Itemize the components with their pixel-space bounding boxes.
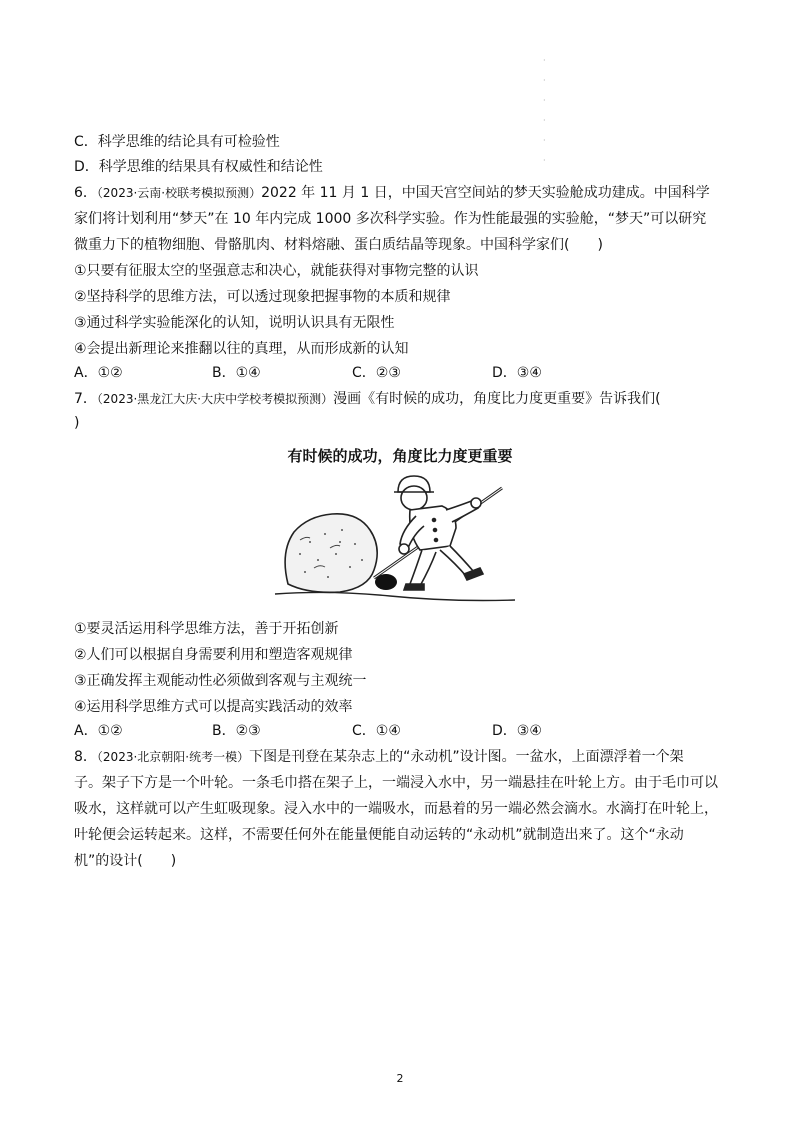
q7-stem-line-2: ) bbox=[74, 415, 80, 431]
cartoon-title: 有时候的成功，角度比力度更重要 bbox=[287, 447, 513, 465]
q6-item-4: ④会提出新理论来推翻以往的真理，从而形成新的认知 bbox=[74, 341, 409, 357]
cartoon-illustration bbox=[270, 472, 520, 607]
q7-item-3: ③正确发挥主观能动性必须做到客观与主观统一 bbox=[74, 673, 367, 689]
q7-number: 7． bbox=[74, 391, 97, 407]
worker-figure-icon bbox=[394, 476, 483, 590]
q8-stem-1: 下图是刊登在某杂志上的“永动机”设计图。一盆水，上面漂浮着一个架 bbox=[249, 749, 684, 765]
q6-source: （2023·云南·校联考模拟预测） bbox=[96, 186, 262, 200]
q8-source: （2023·北京朝阳·统考一模） bbox=[96, 750, 250, 764]
q6-option-a: A．①② bbox=[74, 365, 123, 381]
q6-stem-1: 2022 年 11 月 1 日，中国天宫空间站的梦天实验舱成功建成。中国科学 bbox=[261, 185, 710, 201]
q7-item-4: ④运用科学思维方式可以提高实践活动的效率 bbox=[74, 699, 353, 715]
q6-number: 6． bbox=[74, 185, 97, 201]
q6-stem-line-2: 家们将计划利用“梦天”在 10 年内完成 1000 多次科学实验。作为性能最强的实验舱，“梦天”可以研究 bbox=[74, 211, 707, 227]
q7-item-1: ①要灵活运用科学思维方法，善于开拓创新 bbox=[74, 621, 339, 637]
boulder-icon bbox=[285, 514, 377, 593]
q7-source: （2023·黑龙江大庆·大庆中学校考模拟预测） bbox=[96, 392, 334, 406]
q8-stem-line-4: 叶轮便会运转起来。这样，不需要任何外在能量便能自动运转的“永动机”就制造出来了。这个“永动 bbox=[74, 827, 684, 843]
q5-option-d: D．科学思维的结果具有权威性和结论性 bbox=[74, 159, 323, 175]
margin-dots: · · · · · · bbox=[543, 56, 546, 165]
q6-item-3: ③通过科学实验能深化的认知，说明认识具有无限性 bbox=[74, 315, 395, 331]
page-number: 2 bbox=[396, 1072, 404, 1085]
q6-option-d: D．③④ bbox=[492, 365, 542, 381]
q7-option-d: D．③④ bbox=[492, 723, 542, 739]
q5-option-c: C．科学思维的结论具有可检验性 bbox=[74, 134, 280, 150]
q6-stem-line-1 bbox=[74, 184, 730, 202]
q6-option-b: B．①④ bbox=[212, 365, 261, 381]
q7-stem-line-1 bbox=[74, 390, 730, 408]
q8-number: 8． bbox=[74, 749, 97, 765]
q6-option-c: C．②③ bbox=[352, 365, 401, 381]
q7-item-2: ②人们可以根据自身需要利用和塑造客观规律 bbox=[74, 647, 353, 663]
q6-item-1: ①只要有征服太空的坚强意志和决心，就能获得对事物完整的认识 bbox=[74, 263, 479, 279]
q8-stem-line-3: 吸水，这样就可以产生虹吸现象。浸入水中的一端吸水，而悬着的另一端必然会滴水。水滴打在叶轮上， bbox=[74, 801, 718, 817]
q8-stem-line-5: 机”的设计( ) bbox=[74, 853, 177, 869]
q6-stem-line-3: 微重力下的植物细胞、骨骼肌肉、材料熔融、蛋白质结晶等现象。中国科学家们( ) bbox=[74, 237, 603, 253]
q7-option-b: B．②③ bbox=[212, 723, 261, 739]
q8-stem-line-1 bbox=[74, 748, 730, 766]
ground-line bbox=[275, 592, 515, 600]
q7-option-a: A．①② bbox=[74, 723, 123, 739]
q8-stem-line-2: 子。架子下方是一个叶轮。一条毛巾搭在架子上，一端浸入水中，另一端悬挂在叶轮上方。由于毛巾可以 bbox=[74, 775, 718, 791]
q7-option-c: C．①④ bbox=[352, 723, 401, 739]
q6-item-2: ②坚持科学的思维方法，可以透过现象把握事物的本质和规律 bbox=[74, 289, 451, 305]
q7-stem-1: 漫画《有时候的成功，角度比力度更重要》告诉我们( bbox=[333, 391, 661, 407]
